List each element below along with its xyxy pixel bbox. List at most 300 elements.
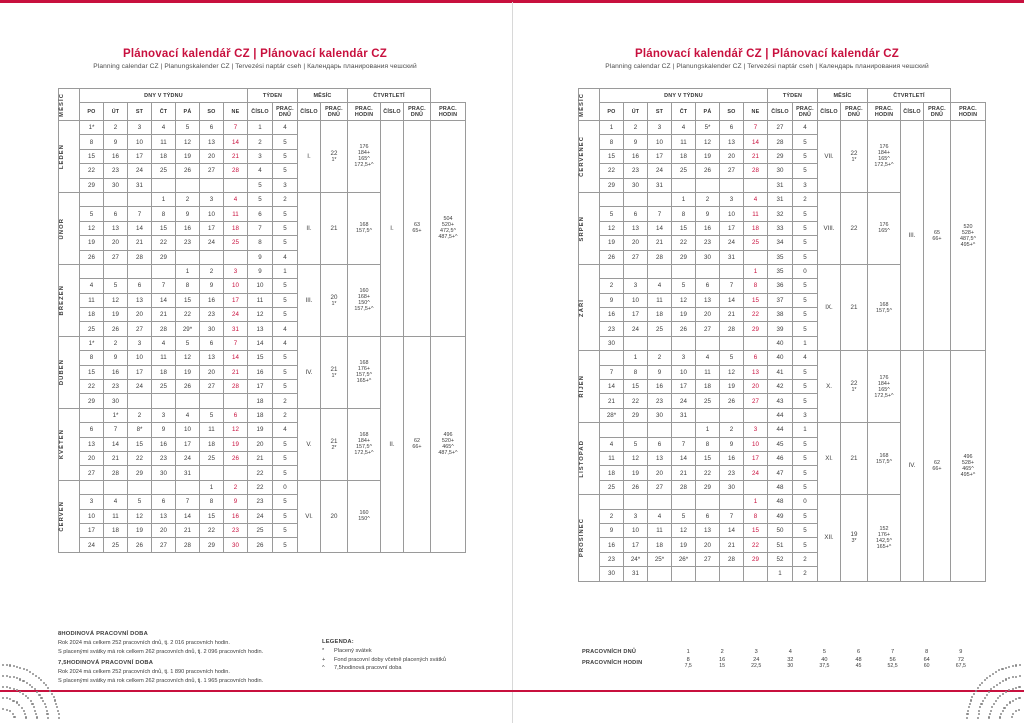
week-number-cell: 52: [768, 552, 793, 566]
day-cell: 22: [80, 380, 104, 394]
month-number-cell: VI.: [298, 480, 321, 552]
day-cell: 7: [128, 207, 152, 221]
week-workdays-cell: 3: [793, 178, 818, 192]
day-cell: 6: [80, 423, 104, 437]
day-cell: 20: [152, 523, 176, 537]
day-cell: [224, 394, 248, 408]
day-cell: 23: [104, 380, 128, 394]
day-cell: [152, 264, 176, 278]
day-cell: 28: [720, 322, 744, 336]
quarter-number-cell: IV.: [901, 351, 924, 581]
day-cell: 3: [624, 279, 648, 293]
day-cell: 17: [672, 380, 696, 394]
day-cell: 27: [80, 466, 104, 480]
day-cell: 27: [200, 380, 224, 394]
day-cell: 21: [720, 538, 744, 552]
summary-day-value: 9: [944, 648, 978, 656]
week-number-cell: 22: [248, 480, 273, 494]
day-cell: 23: [152, 451, 176, 465]
week-workdays-cell: 5: [273, 293, 298, 307]
day-cell: [696, 567, 720, 581]
day-cell: 12: [80, 221, 104, 235]
day-cell: [80, 480, 104, 494]
header-month-group: MĚSÍC: [298, 89, 348, 103]
day-cell: 27: [744, 394, 768, 408]
day-cell: 26: [600, 250, 624, 264]
week-number-cell: 45: [768, 437, 793, 451]
day-cell: 3: [80, 495, 104, 509]
page-subtitle-left: Planning calendar CZ | Planungskalender CZ | Tervezési naptár cseh | Календарь планирования чешский: [40, 63, 470, 70]
day-cell: 25: [200, 451, 224, 465]
week-number-cell: 14: [248, 336, 273, 350]
week-workdays-cell: 5: [273, 207, 298, 221]
week-workdays-cell: 5: [793, 480, 818, 494]
day-cell: 18: [696, 380, 720, 394]
day-cell: 28: [176, 538, 200, 552]
week-workdays-cell: 5: [273, 380, 298, 394]
day-cell: 5: [176, 336, 200, 350]
header-day-pá: PÁ: [176, 103, 200, 121]
day-cell: 17: [176, 437, 200, 451]
day-cell: 6: [720, 121, 744, 135]
day-cell: [624, 423, 648, 437]
week-number-cell: 48: [768, 495, 793, 509]
day-cell: 15: [672, 221, 696, 235]
day-cell: 30: [104, 394, 128, 408]
day-cell: 22: [200, 523, 224, 537]
day-cell: 26: [176, 164, 200, 178]
day-cell: 13: [696, 523, 720, 537]
month-label: ŘÍJEN: [579, 351, 600, 423]
week-workdays-cell: 5: [793, 236, 818, 250]
day-cell: 9: [648, 365, 672, 379]
day-cell: [744, 178, 768, 192]
week-workdays-cell: 0: [793, 264, 818, 278]
day-cell: [696, 264, 720, 278]
header-quarter-workdays: PRAC. DNŮ: [404, 103, 431, 121]
header-day-po: PO: [600, 103, 624, 121]
week-number-cell: 40: [768, 336, 793, 350]
day-cell: [720, 495, 744, 509]
day-cell: 1*: [104, 408, 128, 422]
day-cell: 31: [624, 567, 648, 581]
summary-hours-value: 16 15: [705, 656, 739, 670]
day-cell: 25*: [648, 552, 672, 566]
day-cell: 1: [696, 423, 720, 437]
day-cell: 19: [696, 149, 720, 163]
day-cell: 21: [648, 236, 672, 250]
week-workdays-cell: 4: [273, 250, 298, 264]
day-cell: 30: [648, 408, 672, 422]
summary-hours-value: 56 52,5: [875, 656, 909, 670]
day-cell: 14: [128, 221, 152, 235]
week-workdays-cell: 5: [273, 509, 298, 523]
day-cell: 11: [672, 135, 696, 149]
week-number-cell: 6: [248, 207, 273, 221]
day-cell: 23: [696, 236, 720, 250]
day-cell: 15: [128, 437, 152, 451]
week-workdays-cell: 5: [793, 509, 818, 523]
week-workdays-cell: 1: [793, 423, 818, 437]
week-workdays-cell: 4: [273, 322, 298, 336]
week-workdays-cell: 5: [793, 293, 818, 307]
day-cell: 4: [744, 192, 768, 206]
day-cell: [128, 264, 152, 278]
month-label: LISTOPAD: [579, 423, 600, 495]
month-label: BŘEZEN: [59, 264, 80, 336]
day-cell: 19: [224, 437, 248, 451]
day-cell: 19: [80, 236, 104, 250]
day-cell: 12: [672, 523, 696, 537]
header-day-pá: PÁ: [696, 103, 720, 121]
day-cell: [696, 408, 720, 422]
quarter-workhours-cell: 504 520+ 472,5^ 487,5+^: [431, 121, 466, 337]
week-number-cell: 39: [768, 322, 793, 336]
day-cell: 22: [744, 308, 768, 322]
week-workdays-cell: 5: [793, 221, 818, 235]
legend-items: [322, 647, 502, 673]
week-number-cell: 44: [768, 423, 793, 437]
day-cell: 8: [80, 351, 104, 365]
corner-decoration-left: [2, 660, 72, 720]
day-cell: 31: [224, 322, 248, 336]
day-cell: 11: [80, 293, 104, 307]
month-number-cell: IX.: [818, 264, 841, 350]
week-number-cell: 11: [248, 293, 273, 307]
day-cell: 4: [600, 437, 624, 451]
day-cell: 19: [176, 365, 200, 379]
day-cell: 6: [696, 279, 720, 293]
day-cell: [80, 264, 104, 278]
day-cell: 6: [200, 121, 224, 135]
day-cell: 13: [200, 135, 224, 149]
day-cell: [720, 336, 744, 350]
day-cell: 20: [80, 451, 104, 465]
legend-symbol: ^: [322, 664, 329, 673]
week-workdays-cell: 5: [273, 221, 298, 235]
notes-block: [58, 630, 318, 686]
day-cell: 29: [600, 178, 624, 192]
month-number-cell: I.: [298, 121, 321, 193]
day-cell: 16: [648, 380, 672, 394]
month-number-cell: II.: [298, 192, 321, 264]
day-cell: 21: [744, 149, 768, 163]
day-cell: 14: [744, 135, 768, 149]
month-number-cell: VII.: [818, 121, 841, 193]
header-month-number: ČÍSLO: [298, 103, 321, 121]
day-cell: 10: [720, 207, 744, 221]
day-cell: 25: [224, 236, 248, 250]
week-number-cell: 4: [248, 164, 273, 178]
day-cell: 25: [152, 164, 176, 178]
quarter-workdays-cell: 63 65+: [404, 121, 431, 337]
day-cell: [744, 336, 768, 350]
day-cell: 20: [720, 149, 744, 163]
week-number-cell: 47: [768, 466, 793, 480]
day-cell: 26: [624, 480, 648, 494]
week-workdays-cell: 5: [793, 365, 818, 379]
day-cell: 28*: [600, 408, 624, 422]
header-week-workdays: PRAC. DNŮ: [793, 103, 818, 121]
day-cell: 4: [696, 351, 720, 365]
week-workdays-cell: 5: [793, 322, 818, 336]
day-cell: 24: [176, 451, 200, 465]
day-cell: 12: [128, 509, 152, 523]
day-cell: 31: [176, 466, 200, 480]
header-quarter-workhours: PRAC. HODIN: [431, 103, 466, 121]
day-cell: 8: [200, 495, 224, 509]
day-cell: [744, 250, 768, 264]
day-cell: 20: [104, 236, 128, 250]
day-cell: 7: [744, 121, 768, 135]
day-cell: 12: [176, 135, 200, 149]
table-row: [579, 121, 986, 135]
week-workdays-cell: 3: [273, 178, 298, 192]
day-cell: 14: [224, 351, 248, 365]
month-workdays-cell: 22 1*: [841, 351, 868, 423]
week-workdays-cell: 5: [793, 523, 818, 537]
day-cell: 10: [744, 437, 768, 451]
day-cell: 2: [648, 351, 672, 365]
day-cell: 10: [224, 279, 248, 293]
header-weekdays-group: DNY V TÝDNU: [600, 89, 768, 103]
day-cell: 18: [648, 538, 672, 552]
day-cell: 24: [672, 394, 696, 408]
day-cell: 16: [224, 509, 248, 523]
day-cell: [624, 495, 648, 509]
day-cell: 13: [128, 293, 152, 307]
week-workdays-cell: 5: [793, 308, 818, 322]
day-cell: [672, 495, 696, 509]
month-workhours-cell: 168 176+ 157,5^ 165+^: [348, 336, 381, 408]
bottom-rule-left: [0, 690, 512, 692]
week-workdays-cell: 5: [793, 135, 818, 149]
day-cell: 25: [80, 322, 104, 336]
week-workdays-cell: 5: [793, 538, 818, 552]
day-cell: 27: [200, 164, 224, 178]
day-cell: 27: [696, 322, 720, 336]
day-cell: 28: [224, 380, 248, 394]
header-quarter-number: ČÍSLO: [381, 103, 404, 121]
day-cell: 20: [696, 308, 720, 322]
day-cell: 10: [648, 135, 672, 149]
day-cell: 12: [176, 351, 200, 365]
week-workdays-cell: 5: [793, 394, 818, 408]
day-cell: 2: [720, 423, 744, 437]
day-cell: 10: [176, 423, 200, 437]
day-cell: 23: [720, 466, 744, 480]
note-75h-line1: Rok 2024 má celkem 252 pracovních dnů, tj. 1 890 pracovních hodin.: [58, 668, 318, 677]
day-cell: 22: [696, 466, 720, 480]
day-cell: 2: [624, 121, 648, 135]
day-cell: 18: [600, 466, 624, 480]
day-cell: 16: [104, 365, 128, 379]
top-rule-right: [512, 0, 1024, 2]
header-day-út: ÚT: [104, 103, 128, 121]
week-number-cell: 5: [248, 178, 273, 192]
month-workhours-cell: 176 184+ 165^ 172,5+^: [868, 351, 901, 423]
day-cell: 31: [720, 250, 744, 264]
day-cell: [600, 264, 624, 278]
day-cell: 6: [152, 495, 176, 509]
day-cell: 1: [200, 480, 224, 494]
day-cell: 2: [104, 336, 128, 350]
legend-block: [322, 638, 502, 673]
day-cell: 28: [224, 164, 248, 178]
summary-hours-value: 8 7,5: [671, 656, 705, 670]
day-cell: 27: [128, 322, 152, 336]
header-day-st: ST: [648, 103, 672, 121]
day-cell: 25: [744, 236, 768, 250]
week-workdays-cell: 5: [273, 451, 298, 465]
day-cell: 21: [128, 236, 152, 250]
header-day-čt: ČT: [152, 103, 176, 121]
day-cell: 27: [152, 538, 176, 552]
day-cell: 3: [128, 336, 152, 350]
day-cell: 20: [744, 380, 768, 394]
day-cell: 6: [624, 207, 648, 221]
table-row: [579, 351, 986, 365]
day-cell: 28: [744, 164, 768, 178]
day-cell: [600, 351, 624, 365]
day-cell: 21: [104, 451, 128, 465]
day-cell: 25: [696, 394, 720, 408]
week-number-cell: 8: [248, 236, 273, 250]
week-number-cell: 31: [768, 192, 793, 206]
day-cell: 4: [104, 495, 128, 509]
day-cell: 13: [624, 221, 648, 235]
day-cell: 24: [128, 380, 152, 394]
month-workdays-cell: 20 1*: [321, 264, 348, 336]
calendar-table-left: [58, 88, 466, 553]
summary-hours-value: 48 45: [842, 656, 876, 670]
header-month: MĚSÍC: [59, 89, 80, 121]
day-cell: 9: [624, 135, 648, 149]
day-cell: 31: [648, 178, 672, 192]
day-cell: 20: [200, 365, 224, 379]
week-number-cell: 10: [248, 279, 273, 293]
day-cell: 13: [152, 509, 176, 523]
week-number-cell: 42: [768, 380, 793, 394]
week-number-cell: 33: [768, 221, 793, 235]
week-number-cell: 28: [768, 135, 793, 149]
note-8h-line2: S placenými svátky má rok celkem 262 pracovních dnů, tj. 2 096 pracovních hodin.: [58, 648, 318, 657]
month-workhours-cell: 168 157,5^: [348, 192, 381, 264]
day-cell: 12: [696, 135, 720, 149]
day-cell: 23: [648, 394, 672, 408]
day-cell: [600, 495, 624, 509]
week-workdays-cell: 2: [273, 408, 298, 422]
note-8h-title: 8HODINOVÁ PRACOVNÍ DOBA: [58, 630, 318, 639]
day-cell: 29: [744, 552, 768, 566]
summary-day-value: 5: [807, 648, 841, 656]
day-cell: 24: [744, 466, 768, 480]
quarter-number-cell: II.: [381, 336, 404, 552]
day-cell: [672, 336, 696, 350]
day-cell: 19: [128, 523, 152, 537]
summary-hours-label: PRACOVNÍCH HODIN: [578, 656, 671, 670]
day-cell: 2: [176, 192, 200, 206]
summary-day-value: 6: [842, 648, 876, 656]
day-cell: 5: [720, 351, 744, 365]
day-cell: 22: [624, 394, 648, 408]
day-cell: 22: [672, 236, 696, 250]
day-cell: 18: [152, 149, 176, 163]
week-number-cell: 26: [248, 538, 273, 552]
week-workdays-cell: 5: [273, 365, 298, 379]
day-cell: [696, 336, 720, 350]
day-cell: 11: [104, 509, 128, 523]
note-75h-line2: S placenými svátky má rok celkem 262 pracovních dnů, tj. 1 965 pracovních hodin.: [58, 677, 318, 686]
day-cell: 31: [672, 408, 696, 422]
day-cell: 5: [104, 279, 128, 293]
day-cell: 3: [224, 264, 248, 278]
summary-day-value: 3: [739, 648, 773, 656]
week-number-cell: 35: [768, 264, 793, 278]
day-cell: 11: [600, 451, 624, 465]
day-cell: 9: [224, 495, 248, 509]
week-workdays-cell: 5: [793, 250, 818, 264]
day-cell: 22: [600, 164, 624, 178]
day-cell: 29: [744, 322, 768, 336]
day-cell: [672, 423, 696, 437]
day-cell: 20: [648, 466, 672, 480]
day-cell: 30: [720, 480, 744, 494]
day-cell: 28: [648, 250, 672, 264]
day-cell: 7: [720, 509, 744, 523]
day-cell: 13: [720, 135, 744, 149]
day-cell: 14: [600, 380, 624, 394]
week-number-cell: 21: [248, 451, 273, 465]
day-cell: [648, 423, 672, 437]
day-cell: [224, 250, 248, 264]
day-cell: 2: [200, 264, 224, 278]
day-cell: 5: [600, 207, 624, 221]
summary-day-value: 4: [773, 648, 807, 656]
month-workdays-cell: 19 3*: [841, 495, 868, 581]
header-day-st: ST: [128, 103, 152, 121]
day-cell: 25: [600, 480, 624, 494]
header-day-so: SO: [720, 103, 744, 121]
quarter-workhours-cell: 496 520+ 465^ 487,5+^: [431, 336, 466, 552]
day-cell: 26: [672, 322, 696, 336]
day-cell: 4: [672, 121, 696, 135]
day-cell: 21: [152, 308, 176, 322]
day-cell: 23: [224, 523, 248, 537]
day-cell: 28: [152, 322, 176, 336]
week-number-cell: 51: [768, 538, 793, 552]
day-cell: 27: [696, 552, 720, 566]
day-cell: 29: [200, 538, 224, 552]
day-cell: 15: [152, 221, 176, 235]
day-cell: [104, 192, 128, 206]
day-cell: [720, 264, 744, 278]
week-number-cell: 44: [768, 408, 793, 422]
day-cell: [744, 408, 768, 422]
month-label: LEDEN: [59, 121, 80, 193]
day-cell: 19: [672, 308, 696, 322]
day-cell: 26: [720, 394, 744, 408]
day-cell: [152, 394, 176, 408]
week-workdays-cell: 5: [273, 495, 298, 509]
month-label: ZÁŘÍ: [579, 264, 600, 350]
day-cell: 11: [152, 135, 176, 149]
day-cell: 10: [128, 351, 152, 365]
day-cell: 25: [672, 164, 696, 178]
day-cell: 18: [744, 221, 768, 235]
week-number-cell: 1: [768, 567, 793, 581]
day-cell: 19: [600, 236, 624, 250]
